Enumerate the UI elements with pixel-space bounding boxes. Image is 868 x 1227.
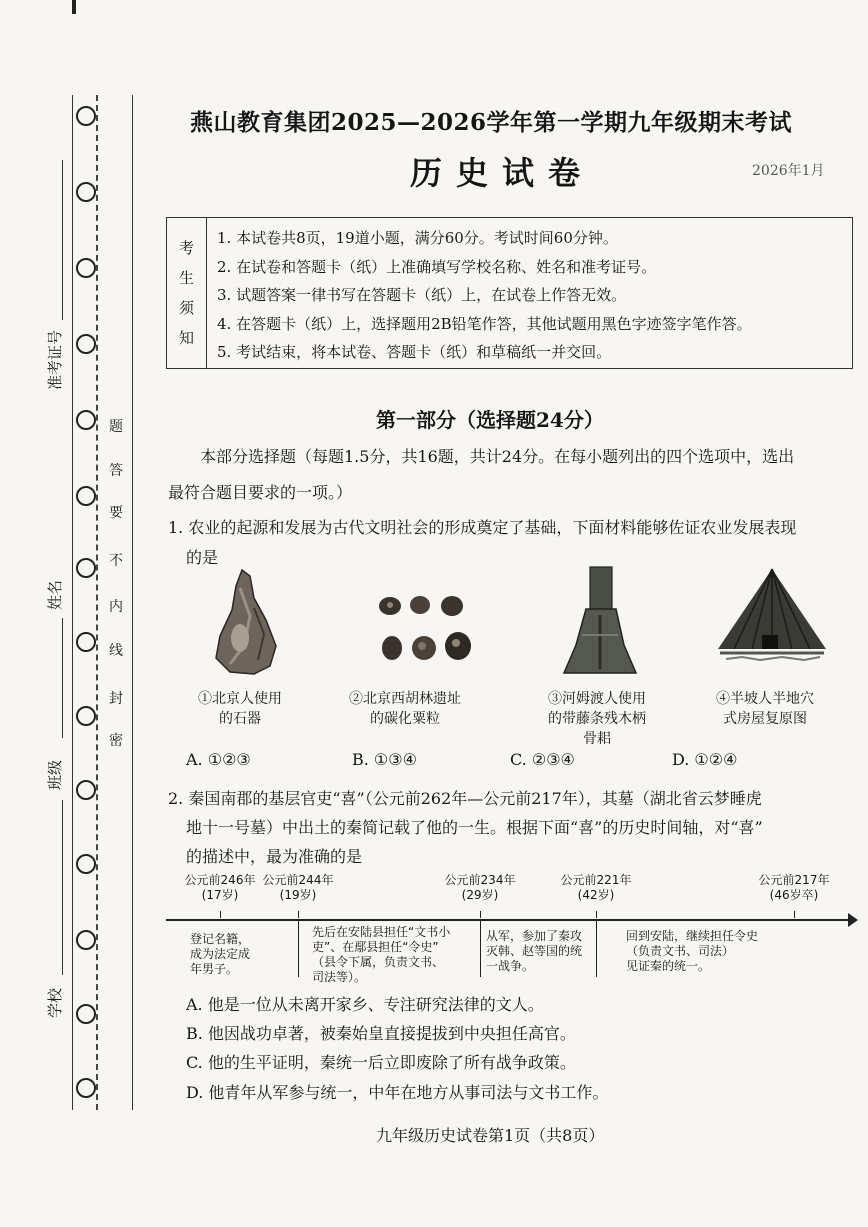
timeline-tick	[220, 911, 221, 918]
timeline-tick	[298, 911, 299, 918]
binding-hole	[76, 1078, 96, 1098]
notice-item: 2. 在试卷和答题卡（纸）上准确填写学校名称、姓名和准考证号。	[217, 257, 657, 276]
event-line: （县令下属，负责文书、	[312, 955, 445, 969]
part1-heading: 第一部分（选择题24分）	[376, 408, 604, 432]
q2-stem-line1: 2. 秦国南郡的基层官吏“喜”（公元前262年—公元前217年），其墓（湖北省云梦睡虎	[168, 789, 762, 808]
notice-label-char: 考	[178, 239, 194, 257]
timeline-year: 公元前246年	[184, 873, 256, 887]
timeline-year: 公元前234年	[444, 873, 516, 887]
paper-subtitle: 历史试卷	[410, 154, 595, 192]
margin-dashed-line	[96, 95, 98, 1110]
notice-item: 4. 在答题卡（纸）上，选择题用2B铅笔作答，其他试题用黑色字迹签字笔作答。	[217, 314, 752, 333]
seal-char: 封	[109, 691, 123, 707]
binding-hole	[76, 486, 96, 506]
notice-label	[167, 218, 207, 368]
timeline-arrow-icon	[848, 913, 858, 927]
margin-inner-line	[132, 95, 133, 1110]
timeline-year: 公元前217年	[758, 873, 830, 887]
timeline-point-246bc	[180, 873, 260, 903]
binding-hole	[76, 258, 96, 278]
event-line: （负责文书、司法）	[626, 944, 735, 958]
binding-hole	[76, 410, 96, 430]
caption-line: ①北京人使用	[198, 691, 282, 707]
event-line: 司法等）。	[312, 970, 367, 984]
event-line: 登记名籍，	[190, 932, 251, 946]
q1-option-a: A. ①②③	[186, 750, 251, 769]
q1-option-b: B. ①③④	[352, 750, 417, 769]
bone-spade-icon	[560, 565, 640, 680]
seal-char: 线	[109, 643, 123, 659]
event-line: 回到安陆，继续担任令史	[626, 929, 759, 943]
seal-char: 要	[109, 505, 123, 521]
q1-caption-4	[710, 689, 820, 729]
event-line: 先后在安陆县担任“文书小	[312, 925, 451, 939]
binding-hole	[76, 558, 96, 578]
event-line: 见证秦的统一。	[626, 959, 711, 973]
caption-line: ③河姆渡人使用	[548, 691, 646, 707]
seal-char: 密	[109, 733, 123, 749]
q2-option-c: C. 他的生平证明，秦统一后立即废除了所有战争政策。	[186, 1053, 576, 1072]
timeline-age: (46岁卒)	[769, 888, 819, 902]
q1-stem-line1: 1. 农业的起源和发展为古代文明社会的形成奠定了基础，下面材料能够佐证农业发展表现	[168, 518, 797, 537]
timeline-point-217bc	[752, 873, 836, 903]
timeline-event-1	[190, 932, 294, 977]
q2-option-a: A. 他是一位从未离开家乡、专注研究法律的文人。	[186, 995, 544, 1014]
seal-line-notice	[109, 412, 129, 752]
binding-hole	[76, 334, 96, 354]
timeline-tick	[596, 911, 597, 918]
caption-line: 的带藤条残木柄	[548, 711, 646, 727]
timeline-event-2	[312, 925, 478, 985]
carbonized-grain-icon	[370, 590, 480, 670]
caption-line: ④半坡人半地穴	[716, 691, 814, 707]
notice-label-char: 生	[178, 269, 194, 287]
q2-option-b: B. 他因战功卓著，被秦始皇直接提拔到中央担任高官。	[186, 1024, 576, 1043]
timeline-age: (19岁)	[279, 888, 317, 902]
event-line: 灭韩、赵等国的统	[486, 944, 583, 958]
timeline-point-221bc	[556, 873, 636, 903]
q1-caption-3	[532, 689, 662, 749]
name-field[interactable]	[62, 618, 63, 738]
part1-intro-line2: 最符合题目要求的一项。）	[168, 483, 353, 502]
stone-tool-icon	[210, 568, 280, 678]
timeline-point-244bc	[258, 873, 338, 903]
event-line: 成为法定成	[190, 947, 251, 961]
caption-line: 式房屋复原图	[723, 711, 807, 727]
caption-line: 骨耜	[583, 731, 611, 747]
q2-stem-line2: 地十一号墓）中出土的秦简记载了他的一生。根据下面“喜”的历史时间轴，对“喜”	[186, 818, 763, 837]
caption-line: 的石器	[219, 711, 261, 727]
exam-id-field[interactable]	[62, 160, 63, 320]
timeline-age: (17岁)	[201, 888, 239, 902]
margin-outer-line	[72, 95, 73, 1110]
exam-date: 2026年1月	[752, 163, 825, 179]
field-label-class: 班级	[46, 759, 64, 790]
timeline-year: 公元前221年	[560, 873, 632, 887]
q2-stem-line3: 的描述中，最为准确的是	[186, 847, 363, 866]
binding-hole	[76, 182, 96, 202]
q1-caption-2	[340, 689, 470, 729]
caption-line: ②北京西胡林遗址	[349, 691, 461, 707]
binding-hole	[76, 1004, 96, 1024]
exam-title: 燕山教育集团2025—2026学年第一学期九年级期末考试	[190, 109, 793, 136]
seal-char: 内	[109, 599, 123, 615]
event-line: 一战争。	[486, 959, 535, 973]
event-line: 年男子。	[190, 962, 239, 976]
part1-intro-line1: 本部分选择题（每题1.5分，共16题，共计24分。在每小题列出的四个选项中，选出	[200, 447, 795, 466]
timeline-event-4	[626, 929, 796, 974]
timeline-tick	[794, 911, 795, 918]
timeline-year: 公元前244年	[262, 873, 334, 887]
field-label-exam-id: 准考证号	[46, 329, 64, 390]
timeline-tick	[480, 911, 481, 918]
notice-item: 3. 试题答案一律书写在答题卡（纸）上，在试卷上作答无效。	[217, 286, 627, 304]
candidate-notice-box	[166, 217, 853, 369]
binding-hole	[76, 706, 96, 726]
field-label-name: 姓名	[46, 579, 64, 610]
timeline-age: (29岁)	[461, 888, 499, 902]
seal-char: 不	[109, 553, 123, 569]
notice-item: 5. 考试结束，将本试卷、答题卡（纸）和草稿纸一并交回。	[217, 343, 612, 361]
event-line: 从军，参加了秦攻	[486, 929, 583, 943]
binding-hole	[76, 930, 96, 950]
notice-list	[217, 224, 752, 367]
timeline-separator	[298, 921, 299, 977]
timeline-separator	[596, 921, 597, 977]
caption-line: 的碳化粟粒	[370, 711, 440, 727]
binding-hole	[76, 106, 96, 126]
half-pit-house-icon	[712, 565, 832, 675]
binding-hole	[76, 632, 96, 652]
timeline-event-3	[486, 929, 594, 974]
notice-label-char: 须	[178, 299, 194, 317]
q1-caption-1	[185, 689, 295, 729]
top-edge-mark	[72, 0, 76, 14]
timeline-point-234bc	[440, 873, 520, 903]
page-footer: 九年级历史试卷第1页（共8页）	[376, 1126, 605, 1145]
binding-hole	[76, 854, 96, 874]
seal-char: 题	[109, 419, 123, 435]
binding-hole	[76, 780, 96, 800]
q1-option-c: C. ②③④	[510, 750, 575, 769]
notice-item: 1. 本试卷共8页，19道小题，满分60分。考试时间60分钟。	[217, 229, 618, 247]
event-line: 吏”、在鄢县担任“令史”	[312, 940, 439, 954]
timeline-age: (42岁)	[577, 888, 615, 902]
notice-label-char: 知	[178, 329, 194, 347]
seal-char: 答	[109, 463, 123, 479]
q1-stem-line2: 的是	[186, 548, 219, 567]
class-field[interactable]	[62, 800, 63, 975]
q2-option-d: D. 他青年从军参与统一，中年在地方从事司法与文书工作。	[186, 1083, 609, 1102]
field-label-school: 学校	[46, 987, 64, 1018]
q1-option-d: D. ①②④	[672, 750, 738, 769]
timeline-axis	[166, 919, 852, 921]
timeline-separator	[480, 921, 481, 977]
